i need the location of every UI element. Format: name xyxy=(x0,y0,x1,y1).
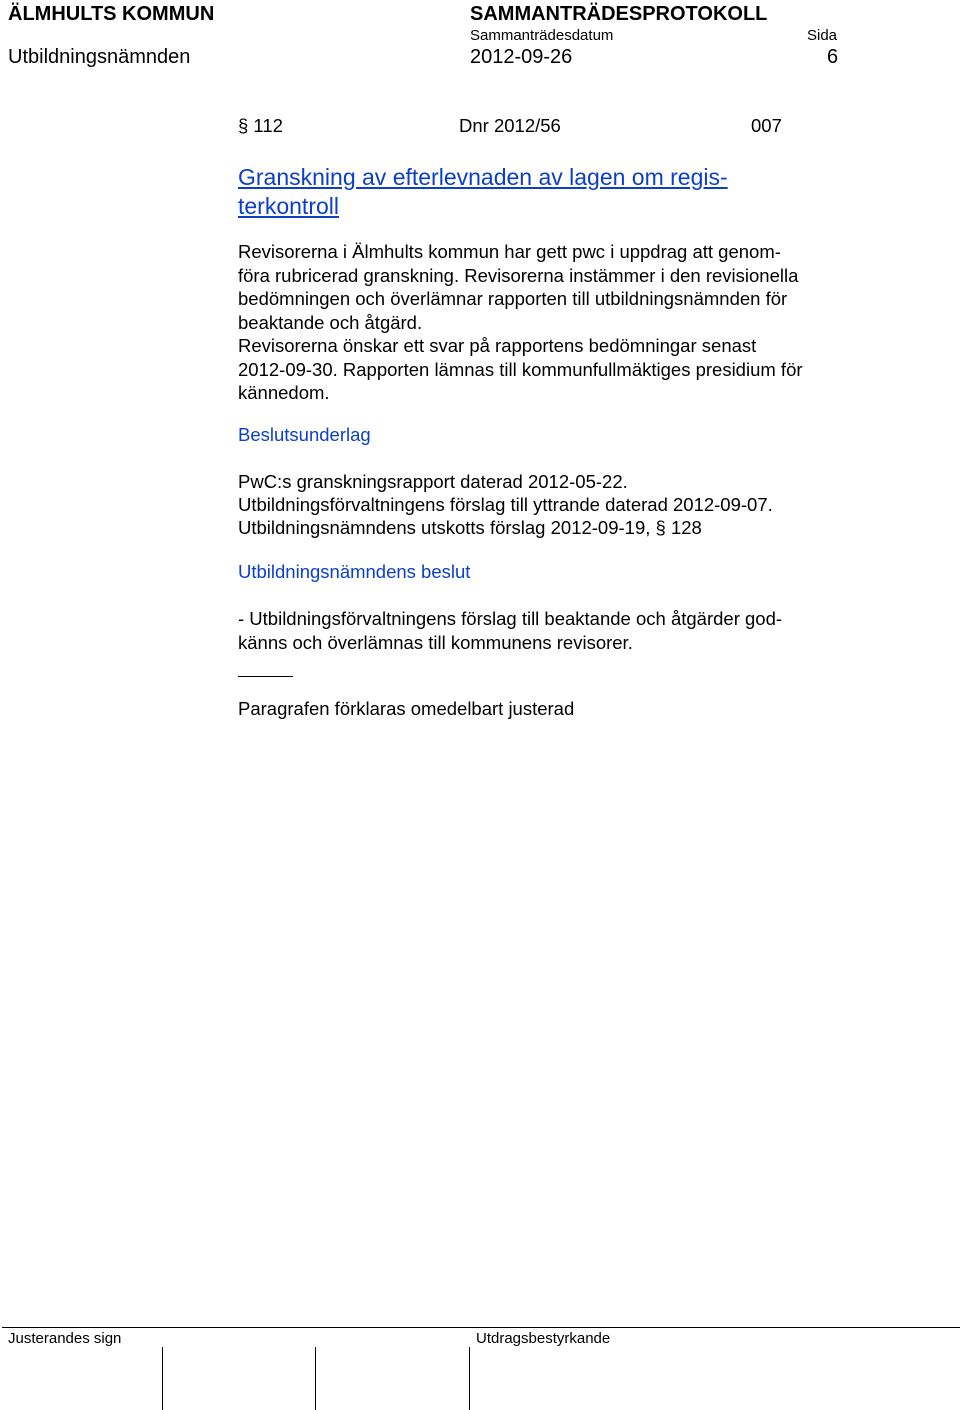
item-body xyxy=(238,240,878,405)
basis-heading: Beslutsunderlag xyxy=(238,424,371,445)
body-line: 2012-09-30. Rapporten lämnas till kommunfullmäktiges presidium för xyxy=(238,358,803,380)
footer-divider xyxy=(2,1327,960,1328)
decision-line: känns och överlämnas till kommunens revisorer. xyxy=(238,631,633,653)
body-line: Revisorerna i Älmhults kommun har gett pwc i uppdrag att genom- xyxy=(238,241,781,262)
board-name: Utbildningsnämnden xyxy=(8,46,191,68)
decision-heading: Utbildningsnämndens beslut xyxy=(238,561,471,582)
page-label: Sida xyxy=(807,27,838,44)
paragraph-number: § 112 xyxy=(238,115,283,136)
final-note: Paragrafen förklaras omedelbart justerad xyxy=(238,698,575,719)
decision-text xyxy=(238,607,858,654)
body-line: kännedom. xyxy=(238,382,330,403)
decision-line: - Utbildningsförvaltningens förslag till beaktande och åtgärder god- xyxy=(238,608,783,629)
basis-list xyxy=(238,470,773,539)
signature-label: Justerandes sign xyxy=(8,1330,122,1347)
meeting-date: 2012-09-26 xyxy=(470,46,573,68)
extract-certification-label: Utdragsbestyrkande xyxy=(476,1330,611,1347)
signature-box-divider xyxy=(315,1347,316,1410)
page-number: 6 xyxy=(827,46,839,68)
basis-item: Utbildningsförvaltningens förslag till yttrande daterad 2012-09-07. xyxy=(238,494,773,515)
item-title-line: Granskning av efterlevnaden av lagen om regis- xyxy=(238,164,728,190)
basis-item: PwC:s granskningsrapport daterad 2012-05-22. xyxy=(238,471,628,492)
organization-name: ÄLMHULTS KOMMUN xyxy=(8,3,215,25)
meeting-date-label: Sammanträdesdatum xyxy=(470,27,614,44)
separator-rule xyxy=(238,676,293,677)
case-code: 007 xyxy=(751,115,782,136)
signature-box-divider xyxy=(162,1347,163,1410)
body-line: Revisorerna önskar ett svar på rapportens bedömningar senast xyxy=(238,335,757,356)
item-title-line: terkontroll xyxy=(238,193,339,219)
body-line: föra rubricerad granskning. Revisorerna instämmer i den revisionella xyxy=(238,264,799,286)
body-line: bedömningen och överlämnar rapporten till utbildningsnämnden för xyxy=(238,288,788,309)
diary-number: Dnr 2012/56 xyxy=(459,115,561,136)
document-type: SAMMANTRÄDESPROTOKOLL xyxy=(470,3,768,25)
signature-box-divider xyxy=(469,1347,470,1410)
body-line: beaktande och åtgärd. xyxy=(238,311,423,333)
basis-item: Utbildningsnämndens utskotts förslag 2012-09-19, § 128 xyxy=(238,517,702,538)
item-title xyxy=(238,163,728,221)
